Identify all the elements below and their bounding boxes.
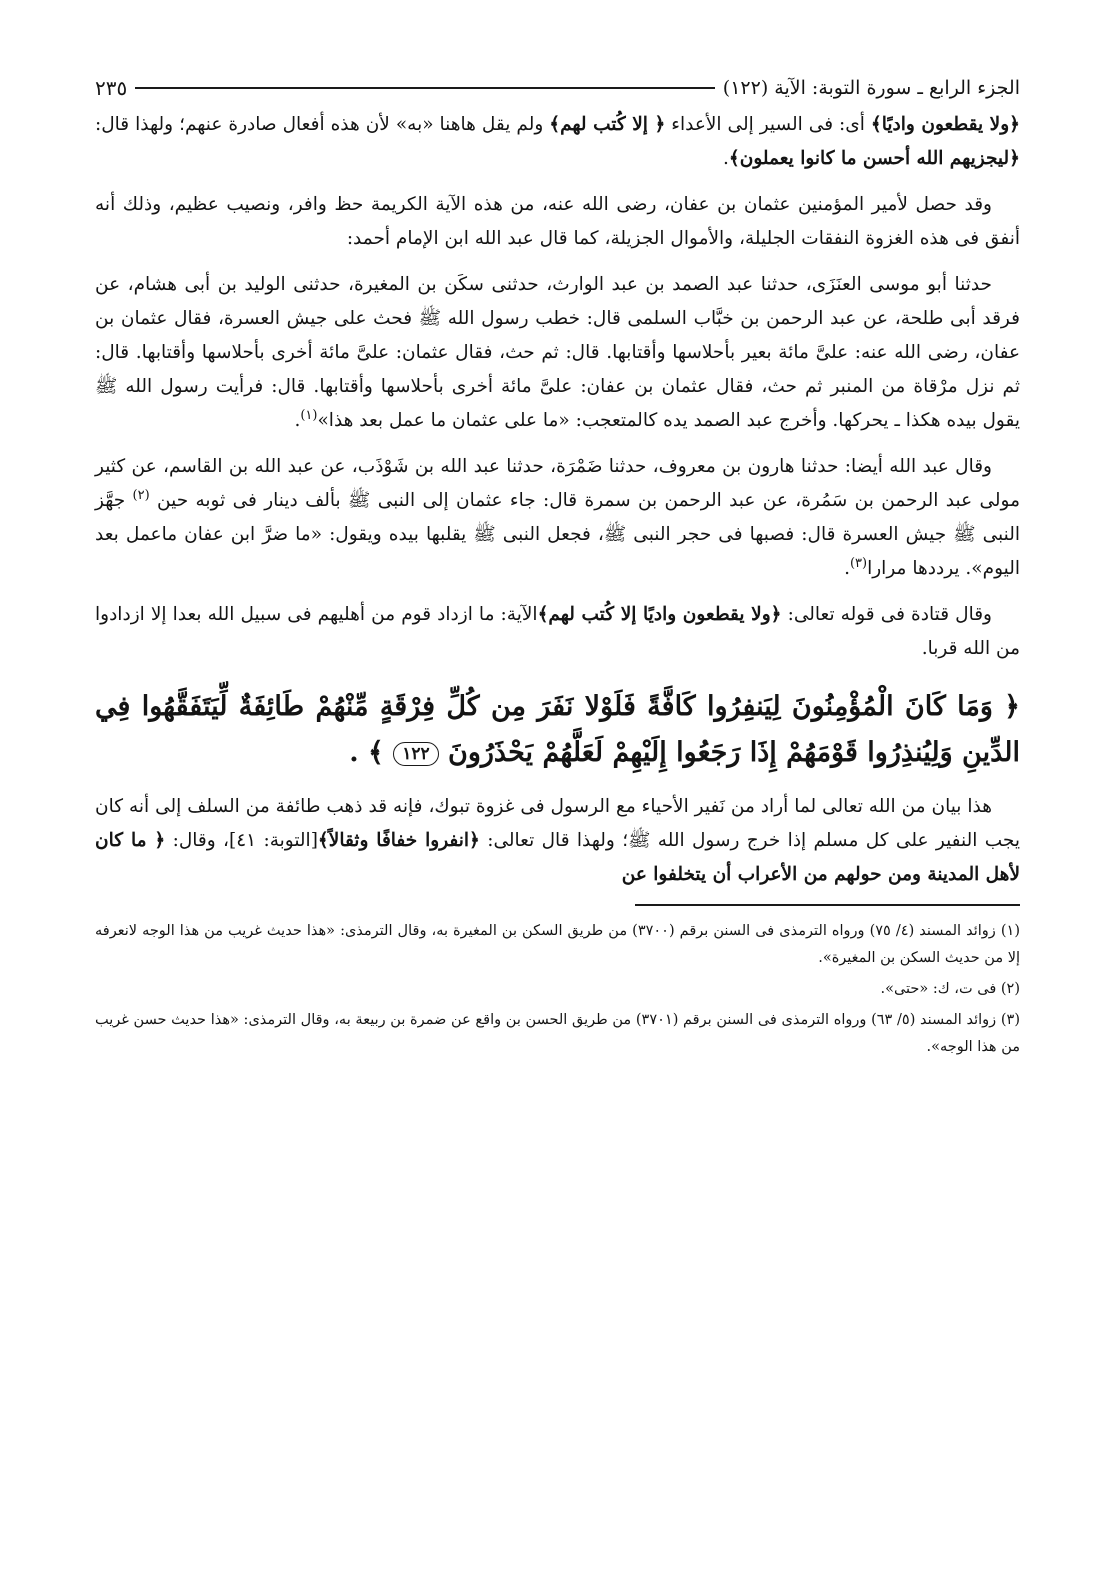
quran-quote: ﴿ ما كان لأهل المدينة ومن حولهم من الأعراب أن يتخلفوا عن: [95, 830, 1020, 885]
quran-quote: ﴿ولا يقطعون واديًا إلا كُتب لهم﴾: [537, 604, 782, 625]
footnotes: [95, 918, 1020, 1061]
running-header: [95, 74, 1020, 102]
footnote-3: (٣) زوائد المسند (٥/ ٦٣) ورواه الترمذى فى السنن برقم (٣٧٠١) من طريق الحسن بن واقع عن ضمرة بن ربيعة به، وقال الترمذى: «هذا حديث حسن غريب من هذا الوجه».: [95, 1011, 1020, 1055]
quran-quote: ﴿انفروا خفافًا وثقالاً﴾: [317, 830, 480, 851]
text-run: .: [844, 558, 850, 579]
verse-text: ﴿ وَمَا كَانَ الْمُؤْمِنُونَ لِيَنفِرُوا كَافَّةً فَلَوْلا نَفَرَ مِن كُلِّ فِرْقَةٍ مِّنْهُمْ طَائِفَةٌ لِّيَتَفَقَّهُوا فِي الدِّينِ وَلِيُنذِرُوا قَوْمَهُمْ إِذَا رَجَعُوا إِلَيْهِمْ لَعَلَّهُمْ يَحْذَرُونَ: [95, 691, 1020, 768]
paragraph-6: [95, 790, 1020, 892]
quran-verse: [95, 684, 1020, 776]
quran-quote: ﴿ولا يقطعون واديًا﴾: [870, 114, 1020, 135]
paragraph-5: [95, 598, 1020, 666]
footnote-1: (١) زوائد المسند (٤/ ٧٥) ورواه الترمذى فى السنن برقم (٣٧٠٠) من طريق السكن بن المغيرة به، وقال الترمذى: «هذا حديث غريب من هذا الوجه لانعرفه إلا من حديث السكن بن المغيرة».: [95, 922, 1020, 966]
footnote-ref[interactable]: (٢): [132, 487, 150, 503]
paragraph-1: [95, 108, 1020, 176]
text-run: .: [294, 410, 301, 431]
page-number: ٢٣٥: [95, 76, 128, 100]
header-rule: [135, 87, 715, 89]
quran-quote: ﴿ليجزيهم الله أحسن ما كانوا يعملون﴾: [728, 148, 1020, 169]
text-run: وقال قتادة فى قوله تعالى:: [781, 604, 992, 625]
text-run: جهَّز النبى ﷺ جيش العسرة قال: فصبها فى حجر النبى ﷺ، فجعل النبى ﷺ يقلبها بيده ويقول: «ما ضرَّ ابن عفان ماعمل بعد اليوم». يرددها مرارا: [95, 490, 1020, 579]
ayah-number-badge: ١٢٢: [393, 742, 438, 766]
quran-quote: ﴿ إلا كُتب لهم﴾: [549, 114, 666, 135]
text-run: هذا بيان من الله تعالى لما أراد من نَفير الأحياء مع الرسول فى غزوة تبوك، فإنه قد ذهب طائفة من السلف إلى أنه كان يجب النفير على كل مسلم إذا خرج رسول الله ﷺ؛ ولهذا قال تعالى:: [95, 796, 1020, 851]
footnote-ref[interactable]: (١): [300, 407, 318, 423]
text-run: .: [723, 148, 729, 169]
text-run: حدثنا أبو موسى العنَزَى، حدثنا عبد الصمد بن عبد الوارث، حدثنى سكَن بن المغيرة، حدثنى الوليد بن أبى هشام، عن فرقد أبى طلحة، عن عبد الرحمن بن خبَّاب السلمى قال: خطب رسول الله ﷺ فحث على جيش العسرة، فقال عثمان بن عفان، رضى الله عنه: علىَّ مائة بعير بأحلاسها وأقتابها. قال: ثم حث، فقال عثمان: علىَّ مائة أخرى بأحلاسها وأقتابها. قال: ثم نزل مرْقاة من المنبر ثم حث، فقال عثمان بن عفان: علىَّ مائة أخرى بأحلاسها وأقتابها. قال: فرأيت رسول الله ﷺ يقول بيده هكذا ـ يحركها. وأخرج عبد الصمد يده كالمتعجب: «ما على عثمان ما عمل بعد هذا»: [95, 274, 1020, 431]
footnote-separator: [635, 904, 1020, 906]
paragraph-2: وقد حصل لأمير المؤمنين عثمان بن عفان، رضى الله عنه، من هذه الآية الكريمة حظ وافر، ونصيب عظيم، وذلك أنه أنفق فى هذه الغزوة النفقات الجليلة، والأموال الجزيلة، كما قال عبد الله ابن الإمام أحمد:: [95, 194, 1020, 249]
text-run: الآية: ما ازداد قوم من أهليهم فى سبيل الله بعدا إلا ازدادوا من الله قربا.: [95, 604, 1020, 659]
text-run: أى: فى السير إلى الأعداء: [665, 114, 871, 135]
text-run: وقال عبد الله أيضا: حدثنا هارون بن معروف، حدثنا ضَمْرَة، حدثنا عبد الله بن شَوْذَب، عن عبد الله بن القاسم، عن كثير مولى عبد الرحمن بن سَمُرة، عن عبد الرحمن بن سمرة قال: جاء عثمان إلى النبى ﷺ بألف دينار فى ثوبه حين: [95, 456, 1020, 511]
book-page: [95, 74, 1020, 1065]
text-run: [التوبة: ٤١]، وقال:: [165, 830, 318, 851]
text-run: ولم يقل هاهنا «به» لأن هذه أفعال صادرة عنهم؛ ولهذا قال:: [95, 114, 550, 135]
verse-close: ﴾ .: [349, 737, 384, 768]
footnote-2: (٢) فى ت، ك: «حتى».: [880, 980, 1020, 997]
body-text: [95, 108, 1020, 666]
header-left-group: [127, 77, 1020, 99]
body-text-continued: [95, 790, 1020, 892]
footnote-ref[interactable]: (٣): [849, 555, 868, 571]
paragraph-3: [95, 268, 1020, 438]
paragraph-4: [95, 450, 1020, 586]
header-title: الجزء الرابع ـ سورة التوبة: الآية (١٢٢): [722, 77, 1020, 99]
